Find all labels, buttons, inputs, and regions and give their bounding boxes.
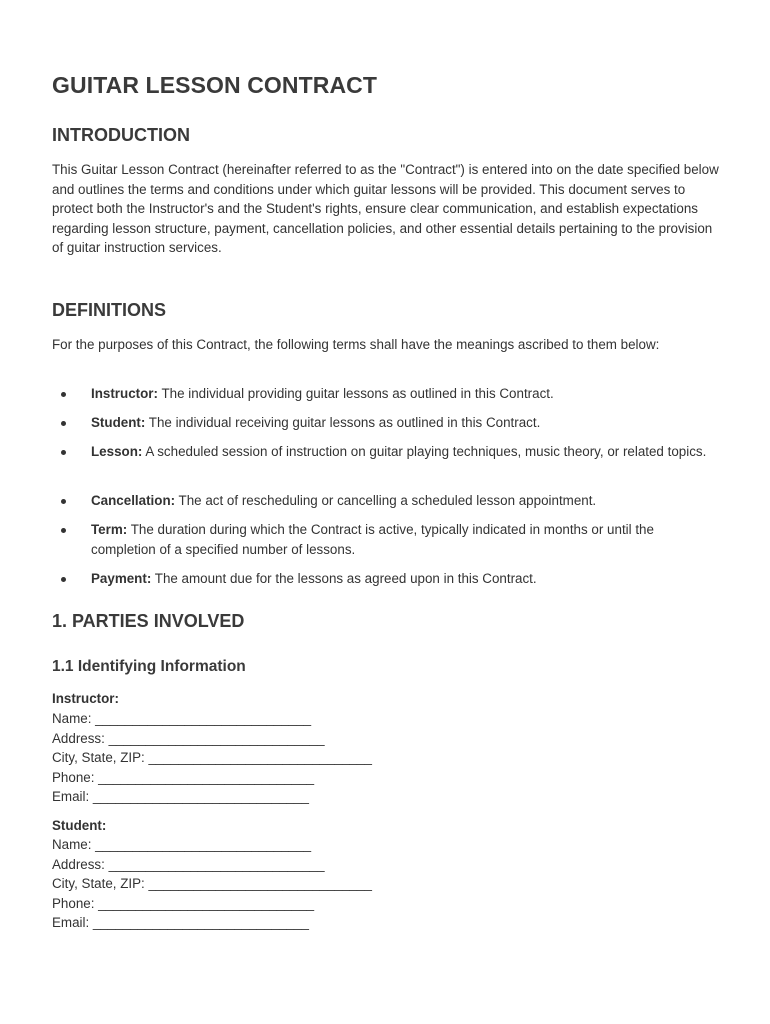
bullet-icon [61, 421, 66, 426]
definition-text [91, 384, 721, 404]
bullet-icon [61, 499, 66, 504]
bullet-icon [61, 450, 66, 455]
student-phone-field[interactable]: Phone: _____________________________ [52, 896, 315, 911]
document-title: GUITAR LESSON CONTRACT [52, 72, 378, 98]
definition-description: The individual providing guitar lessons as outlined in this Contract. [157, 386, 554, 401]
definition-text [91, 491, 721, 511]
definition-description: The duration during which the Contract is active, typically indicated in months or until the completion of a specified number of lessons. [91, 522, 654, 557]
introduction-heading: INTRODUCTION [52, 125, 190, 145]
student-label: Student: [52, 818, 107, 833]
instructor-label: Instructor: [52, 691, 119, 706]
definition-term: Term: [91, 522, 128, 537]
definitions-heading: DEFINITIONS [52, 300, 167, 320]
instructor-name-field[interactable]: Name: _____________________________ [52, 711, 312, 726]
instructor-email-field[interactable]: Email: _____________________________ [52, 789, 309, 804]
bullet-icon [61, 528, 66, 533]
student-name-field[interactable]: Name: _____________________________ [52, 837, 312, 852]
instructor-city-state-zip-field[interactable]: City, State, ZIP: ______________________________ [52, 750, 372, 765]
definition-term: Cancellation: [91, 493, 176, 508]
instructor-address-field[interactable]: Address: _____________________________ [52, 731, 325, 746]
definition-description: The individual receiving guitar lessons as outlined in this Contract. [145, 415, 541, 430]
instructor-phone-field[interactable]: Phone: _____________________________ [52, 770, 315, 785]
parties-heading: 1. PARTIES INVOLVED [52, 611, 245, 631]
definition-text [91, 413, 721, 433]
definition-term: Lesson: [91, 444, 143, 459]
student-address-field[interactable]: Address: _____________________________ [52, 857, 325, 872]
identifying-information-heading: 1.1 Identifying Information [52, 658, 246, 675]
definition-term: Instructor: [91, 386, 158, 401]
student-city-state-zip-field[interactable]: City, State, ZIP: ______________________________ [52, 876, 372, 891]
definition-text [91, 520, 721, 559]
definition-description: The act of rescheduling or cancelling a scheduled lesson appointment. [175, 493, 597, 508]
definition-text [91, 569, 721, 589]
definition-text [91, 442, 721, 462]
definition-term: Payment: [91, 571, 152, 586]
definition-description: The amount due for the lessons as agreed upon in this Contract. [151, 571, 537, 586]
introduction-text: This Guitar Lesson Contract (hereinafter referred to as the "Contract") is entered into on the date specified below and outlines the terms and conditions under which guitar lessons will be provided. This document serves to protect both the Instructor's and the Student's rights, ensure clear communication, and establish expectations regarding lesson structure, payment, cancellation policies, and other essential details pertaining to the provision of guitar instruction services. [52, 162, 719, 255]
student-email-field[interactable]: Email: _____________________________ [52, 915, 309, 930]
bullet-icon [61, 392, 66, 397]
definition-term: Student: [91, 415, 146, 430]
definition-description: A scheduled session of instruction on guitar playing techniques, music theory, or related topics. [142, 444, 707, 459]
bullet-icon [61, 577, 66, 582]
definitions-intro: For the purposes of this Contract, the following terms shall have the meanings ascribed to them below: [52, 337, 660, 352]
